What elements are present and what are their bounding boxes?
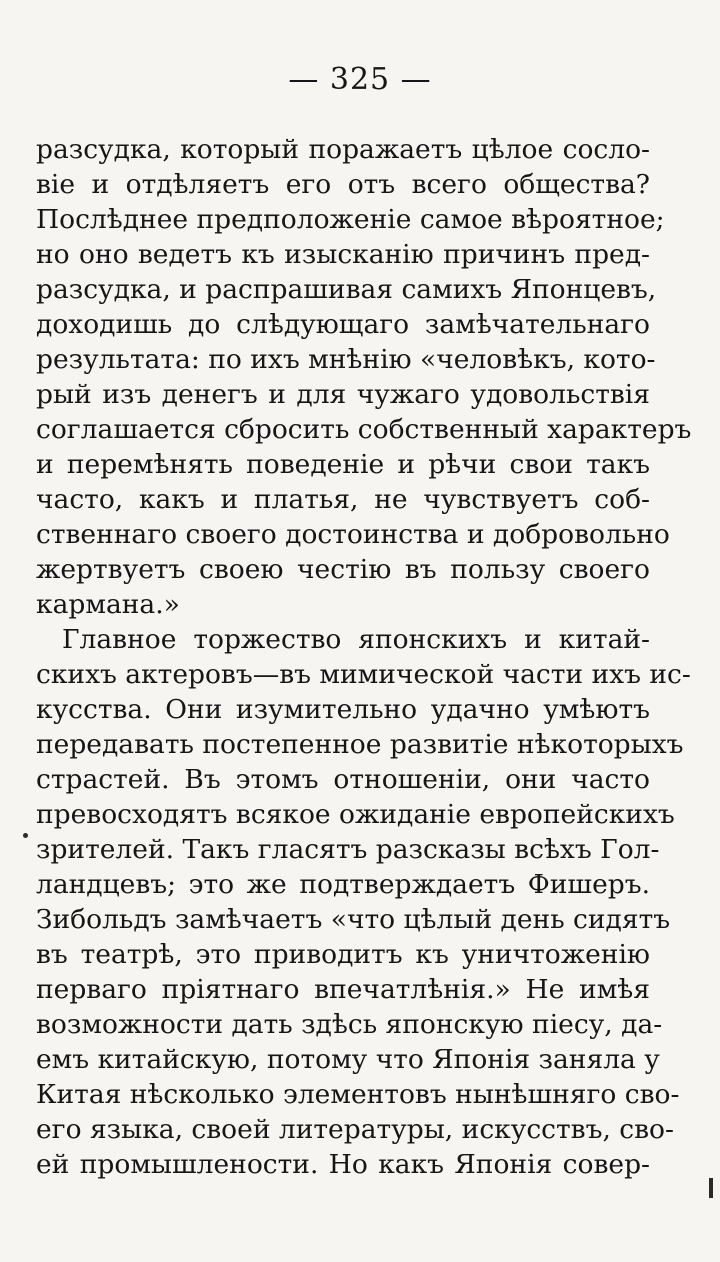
paragraph-2 — [36, 622, 691, 1182]
margin-edge-mark — [709, 1178, 713, 1198]
text-line: но оно ведетъ къ изысканію причинъ пред- — [36, 239, 650, 270]
page-number: — 325 — — [288, 62, 432, 97]
text-line: его языка, своей литературы, искусствъ, сво- — [36, 1114, 674, 1145]
text-line: соглашается сбросить собственный характеръ — [36, 414, 692, 445]
text-line: рый изъ денегъ и для чужаго удовольствія — [36, 379, 650, 410]
text-line: возможности дать здѣсь японскую піесу, да- — [36, 1009, 663, 1040]
body-text — [36, 132, 692, 1182]
text-line: Главное торжество японскихъ и китай- — [62, 624, 650, 655]
text-line: Послѣднее предположеніе самое вѣроятное; — [36, 204, 665, 235]
text-line: жертвуетъ своею честію въ пользу своего — [36, 554, 650, 585]
text-line: результата: по ихъ мнѣнію «человѣкъ, кото- — [36, 344, 656, 375]
text-line: емъ китайскую, потому что Японія заняла у — [36, 1044, 660, 1075]
text-line: кусства. Они изумительно удачно умѣютъ — [36, 694, 650, 725]
text-line: разсудка, и распрашивая самихъ Японцевъ, — [36, 274, 657, 305]
text-line: разсудка, который поражаетъ цѣлое сосло- — [36, 134, 650, 165]
text-line: страстей. Въ этомъ отношеніи, они часто — [36, 764, 650, 795]
paragraph-1 — [36, 132, 692, 622]
text-line: перваго пріятнаго впечатлѣнія.» Не имѣя — [36, 974, 650, 1005]
text-line: доходишь до слѣдующаго замѣчательнаго — [36, 309, 650, 340]
text-line: въ театрѣ, это приводитъ къ уничтоженію — [36, 939, 650, 970]
text-line: ственнаго своего достоинства и добровольно — [36, 519, 670, 550]
text-line: віе и отдѣляетъ его отъ всего общества? — [36, 169, 650, 200]
text-line: часто, какъ и платья, не чувствуетъ соб- — [36, 484, 650, 515]
margin-dot-mark — [23, 833, 28, 838]
text-line: кармана.» — [36, 589, 180, 620]
text-line: превосходятъ всякое ожиданіе европейскихъ — [36, 799, 675, 830]
text-line: ей промышлености. Но какъ Японія совер- — [36, 1149, 650, 1180]
text-line: и перемѣнять поведеніе и рѣчи свои такъ — [36, 449, 650, 480]
text-line: ландцевъ; это же подтверждаетъ Фишеръ. — [36, 869, 650, 900]
text-line: скихъ актеровъ—въ мимической части ихъ ис- — [36, 659, 691, 690]
text-line: передавать постепенное развитіе нѣкоторыхъ — [36, 729, 684, 760]
text-line: зрителей. Такъ гласятъ разсказы всѣхъ Гол- — [36, 834, 660, 865]
text-line: Зибольдъ замѣчаетъ «что цѣлый день сидятъ — [36, 904, 671, 935]
text-line: Китая нѣсколько элементовъ нынѣшняго сво- — [36, 1079, 680, 1110]
